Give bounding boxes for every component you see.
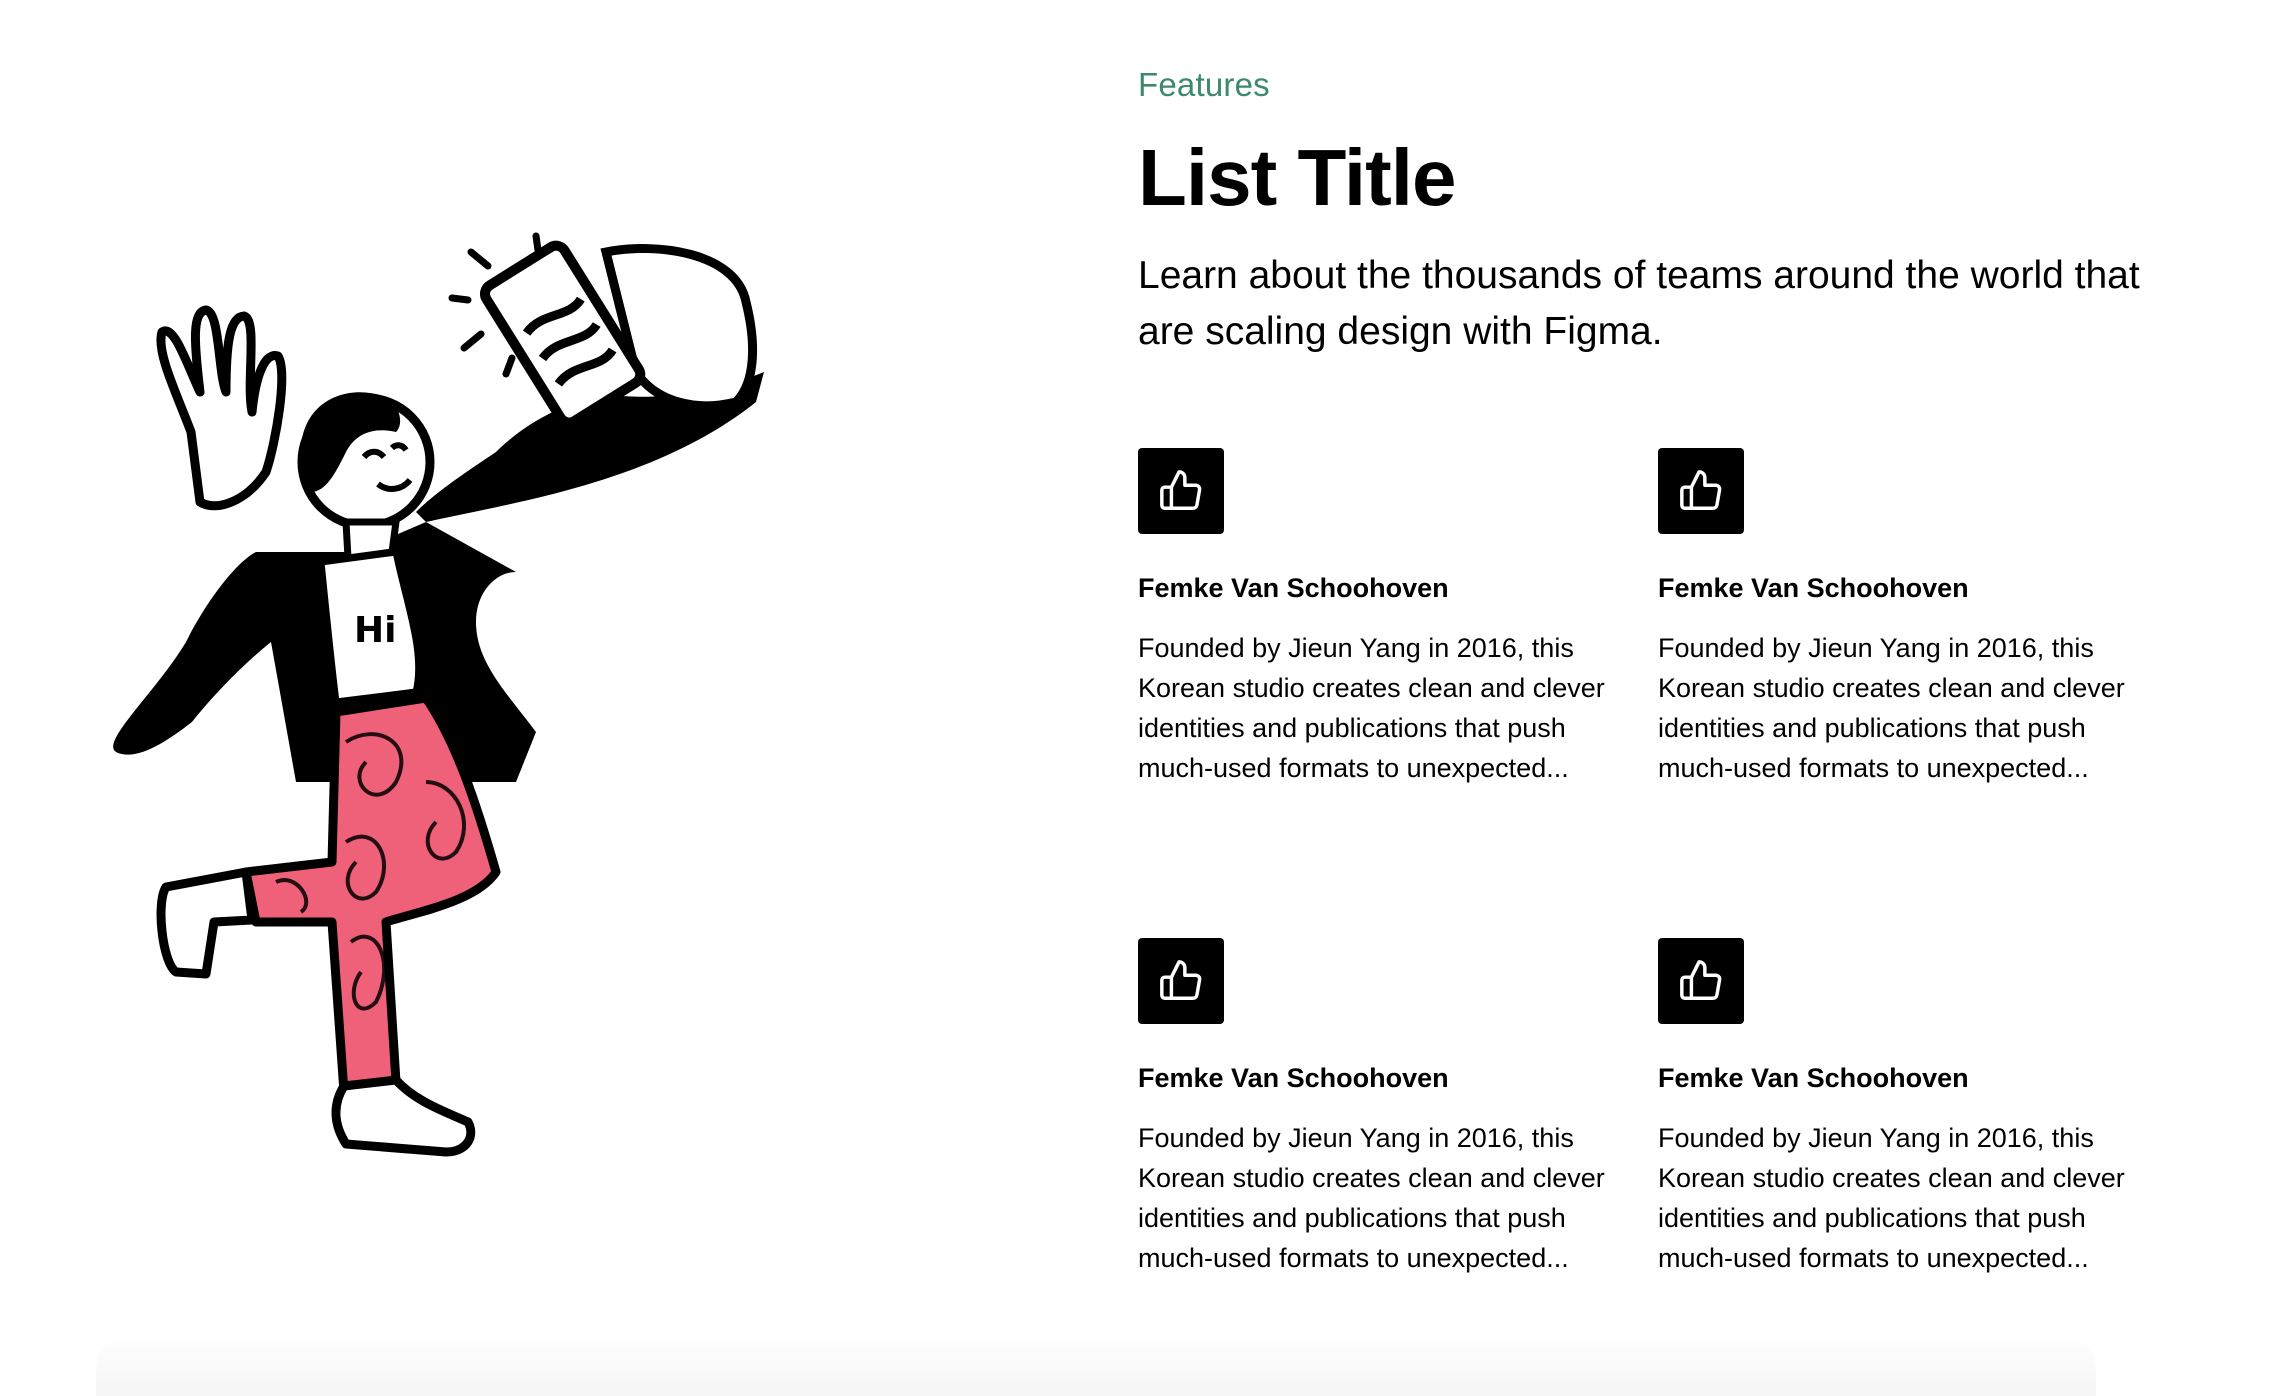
- feature-card: [1658, 448, 2128, 788]
- feature-icon-box: [1658, 938, 1744, 1024]
- thumbs-up-icon: [1678, 468, 1724, 514]
- feature-card: [1658, 938, 2128, 1278]
- feature-icon-box: [1138, 938, 1224, 1024]
- feature-description: Founded by Jieun Yang in 2016, this Korean studio creates clean and clever identities and publications that push much-used formats to unexpected...: [1138, 1123, 1605, 1273]
- section-eyebrow: Features: [1138, 66, 1270, 103]
- feature-card: [1138, 448, 1608, 788]
- feature-icon-box: [1658, 448, 1744, 534]
- thumbs-up-icon: [1158, 468, 1204, 514]
- feature-description: Founded by Jieun Yang in 2016, this Korean studio creates clean and clever identities and publications that push much-used formats to unexpected...: [1658, 633, 2125, 783]
- shirt-text: Hi: [354, 610, 397, 651]
- feature-title: Femke Van Schoohoven: [1138, 573, 1449, 603]
- thumbs-up-icon: [1158, 958, 1204, 1004]
- feature-description: Founded by Jieun Yang in 2016, this Korean studio creates clean and clever identities and publications that push much-used formats to unexpected...: [1138, 633, 1605, 783]
- feature-title: Femke Van Schoohoven: [1658, 1063, 1969, 1093]
- feature-icon-box: [1138, 448, 1224, 534]
- feature-grid: [1138, 448, 2178, 1328]
- section-header: [1138, 60, 2178, 360]
- bottom-shadow: [96, 1330, 2096, 1396]
- feature-card: [1138, 938, 1608, 1278]
- section-subtitle: Learn about the thousands of teams around the world that are scaling design with Figma.: [1138, 254, 2140, 353]
- feature-description: Founded by Jieun Yang in 2016, this Korean studio creates clean and clever identities and publications that push much-used formats to unexpected...: [1658, 1123, 2125, 1273]
- feature-title: Femke Van Schoohoven: [1658, 573, 1969, 603]
- feature-title: Femke Van Schoohoven: [1138, 1063, 1449, 1093]
- thumbs-up-icon: [1678, 958, 1724, 1004]
- section-title: List Title: [1138, 133, 1456, 222]
- person-selfie-illustration: [96, 222, 796, 1182]
